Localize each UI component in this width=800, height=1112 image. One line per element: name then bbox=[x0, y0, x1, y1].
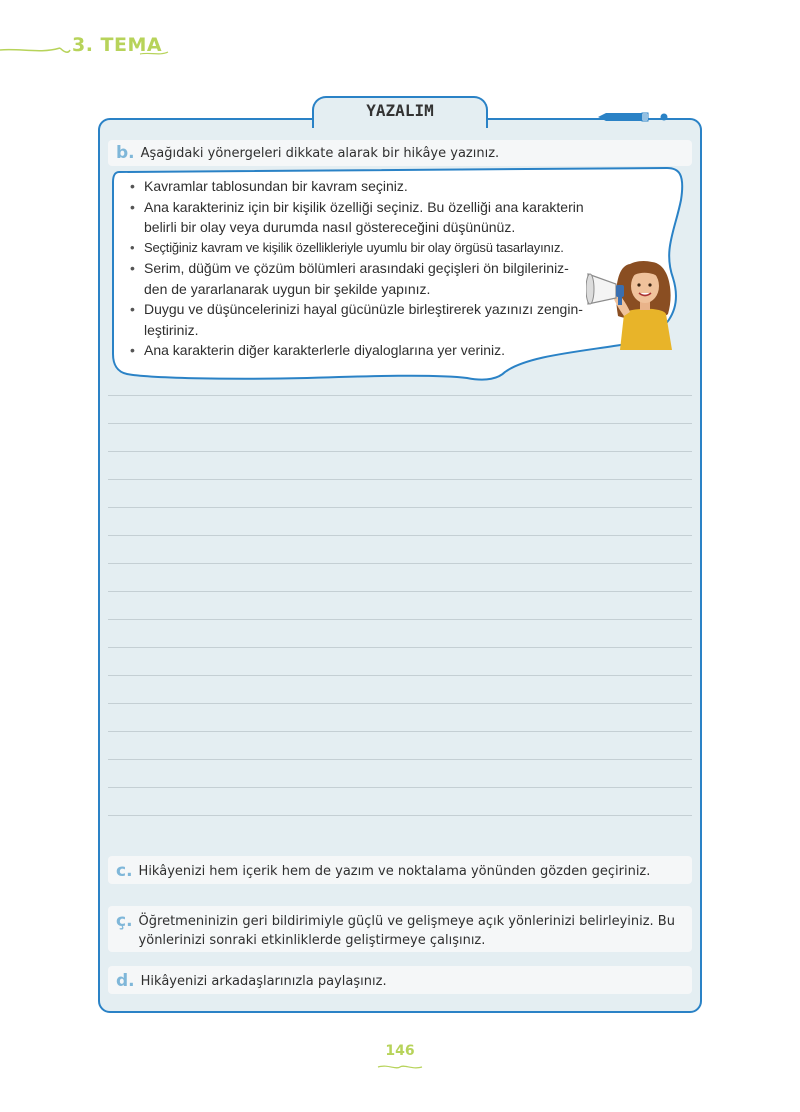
writing-line bbox=[108, 423, 692, 424]
instruction-line: Ana karakteriniz için bir kişilik özelliği seçiniz. Bu özelliği ana karakterin bbox=[144, 198, 584, 215]
section-b bbox=[108, 140, 692, 166]
section-b-letter: b. bbox=[116, 143, 135, 163]
section-b-text: Aşağıdaki yönergeleri dikkate alarak bir hikâye yazınız. bbox=[140, 146, 500, 161]
pencil-icon bbox=[598, 111, 670, 123]
instruction-line: Seçtiğiniz kavram ve kişilik özellikleriyle uyumlu bir olay örgüsü tasarlayınız. bbox=[144, 239, 564, 255]
instruction-item bbox=[128, 258, 598, 299]
writing-line bbox=[108, 731, 692, 732]
instruction-line: Serim, düğüm ve çözüm bölümleri arasındaki geçişleri ön bilgileriniz- bbox=[144, 260, 569, 276]
writing-line bbox=[108, 563, 692, 564]
instruction-line: den de yararlanarak uygun bir şekilde yapınız. bbox=[144, 280, 431, 297]
writing-line bbox=[108, 507, 692, 508]
writing-line bbox=[108, 395, 692, 396]
writing-line bbox=[108, 619, 692, 620]
writing-lines[interactable] bbox=[108, 395, 692, 827]
writing-line bbox=[108, 703, 692, 704]
instruction-line: leştiriniz. bbox=[144, 321, 199, 338]
writing-line bbox=[108, 451, 692, 452]
writing-line bbox=[108, 759, 692, 760]
page-number: 146 bbox=[385, 1043, 415, 1059]
writing-line bbox=[108, 787, 692, 788]
section-c-text: Hikâyenizi hem içerik hem de yazım ve noktalama yönünden gözden geçiriniz. bbox=[138, 864, 651, 879]
instruction-line: Kavramlar tablosundan bir kavram seçiniz. bbox=[144, 178, 408, 194]
section-cc-letter: ç. bbox=[116, 911, 133, 931]
girl-with-megaphone-illustration bbox=[586, 254, 682, 350]
writing-line bbox=[108, 815, 692, 816]
writing-line bbox=[108, 675, 692, 676]
writing-line bbox=[108, 535, 692, 536]
instructions-list bbox=[128, 176, 598, 361]
page-number-swoosh-icon bbox=[376, 1062, 424, 1072]
section-cc bbox=[108, 906, 692, 952]
writing-line bbox=[108, 591, 692, 592]
instruction-line: Duygu ve düşüncelerinizi hayal gücünüzle birleştirerek yazınızı zengin- bbox=[144, 301, 583, 317]
instruction-item bbox=[128, 238, 598, 259]
section-tab-title: YAZALIM bbox=[366, 101, 434, 120]
theme-title: 3. TEMA bbox=[72, 34, 163, 56]
writing-line bbox=[108, 479, 692, 480]
section-d-letter: d. bbox=[116, 971, 135, 991]
instruction-item bbox=[128, 299, 598, 340]
section-d bbox=[108, 966, 692, 994]
section-d-text: Hikâyenizi arkadaşlarınızla paylaşınız. bbox=[140, 974, 387, 989]
section-cc-text: Öğretmeninizin geri bildirimiyle güçlü ve gelişmeye açık yönlerinizi belirleyiniz. Bu yönlerinizi sonraki etkinliklerde geliştirmeye çalışınız. bbox=[138, 914, 675, 948]
section-c bbox=[108, 856, 692, 884]
instruction-item bbox=[128, 176, 598, 197]
section-c-letter: c. bbox=[116, 861, 133, 881]
instruction-line: Ana karakterin diğer karakterlerle diyaloglarına yer veriniz. bbox=[144, 342, 506, 358]
writing-line bbox=[108, 647, 692, 648]
instruction-item bbox=[128, 340, 598, 361]
instruction-line: belirli bir olay veya durumda nasıl göstereceğini düşününüz. bbox=[144, 219, 516, 235]
theme-header bbox=[0, 28, 170, 64]
instruction-item bbox=[128, 197, 598, 238]
